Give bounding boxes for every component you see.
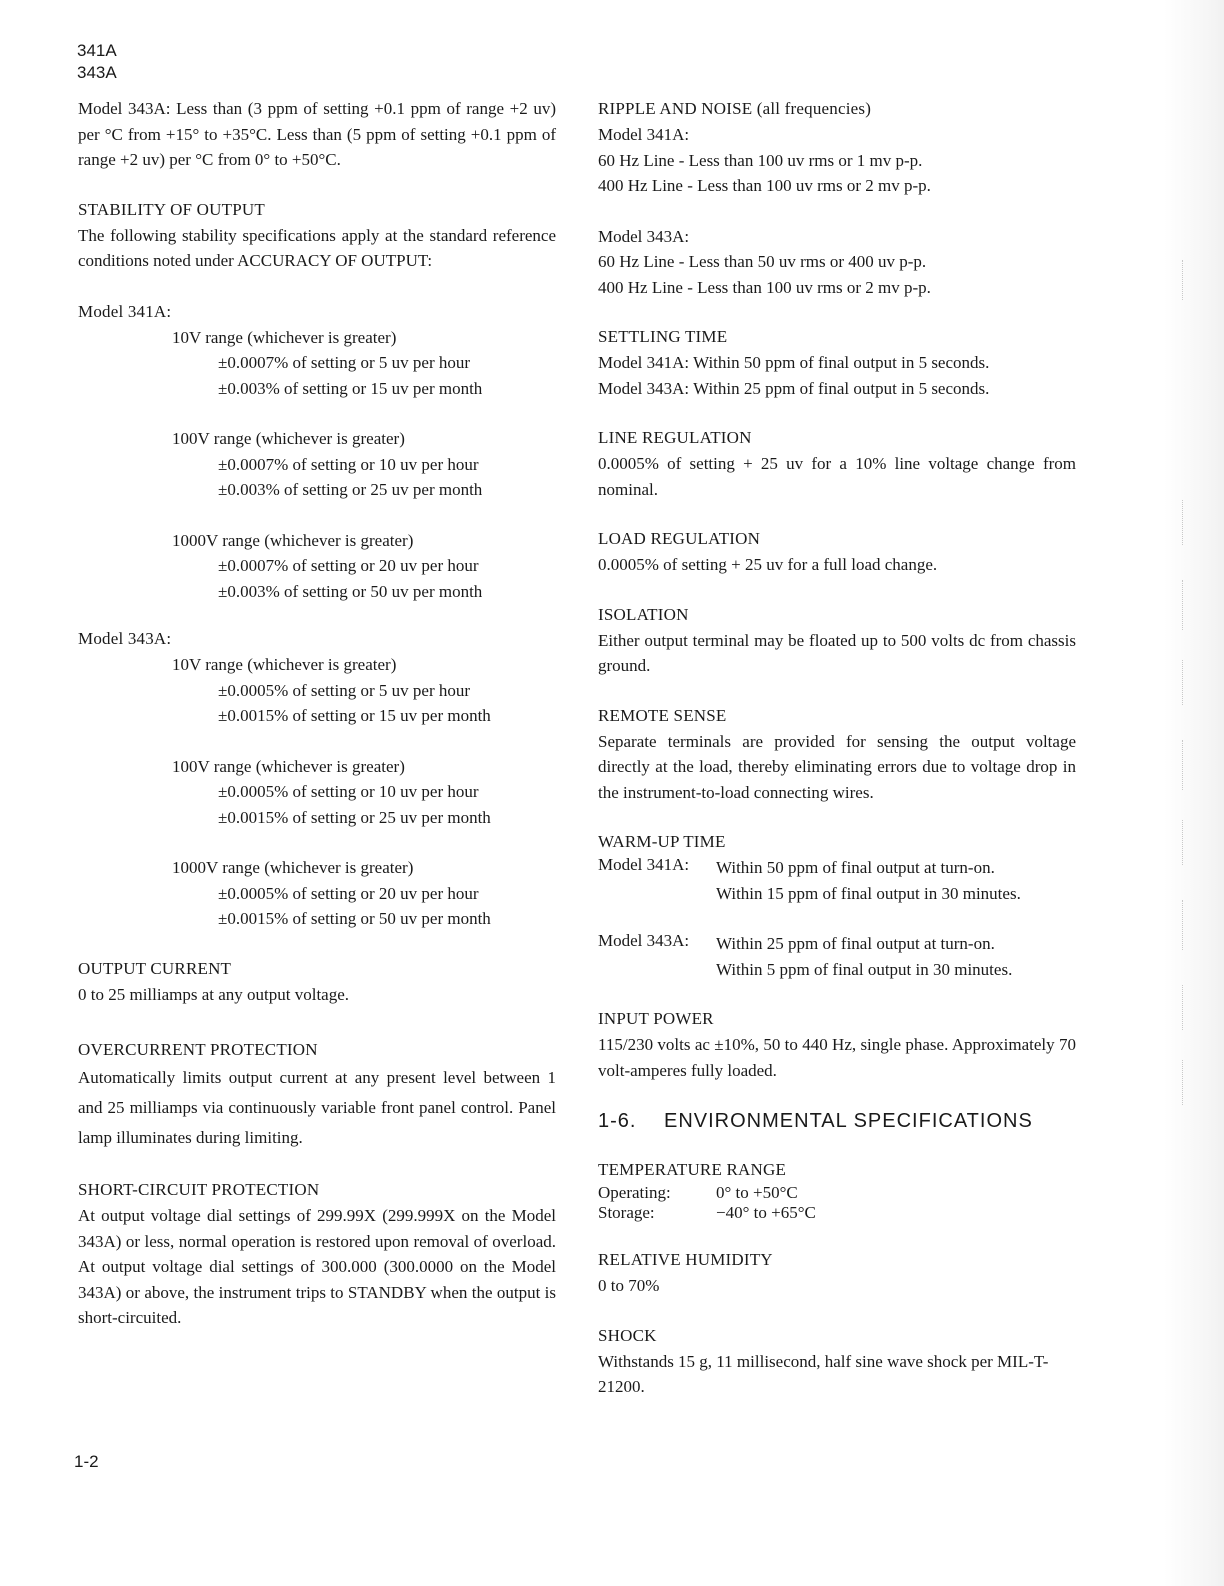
settling-heading: SETTLING TIME [598, 327, 728, 346]
ripple-heading: RIPPLE AND NOISE (all frequencies) [598, 99, 872, 118]
remote-sense-text: Separate terminals are provided for sensing the output voltage directly at the load, thereby eliminating errors due to voltage drop in the instrument-to-load connecting wires. [598, 731, 1076, 802]
ripple-343a-60hz: 60 Hz Line - Less than 50 uv rms or 400 uv p-p. [598, 252, 927, 271]
shock-section [598, 1323, 1076, 1400]
warmup-341a-30min: Within 15 ppm of final output in 30 minutes. [716, 883, 1021, 903]
storage-temperature [598, 1203, 1076, 1223]
left-column [78, 96, 556, 1355]
per-hour-spec: ±0.0005% of setting or 5 uv per hour [218, 680, 471, 700]
range-label: 10V range (whichever is greater) [172, 655, 397, 674]
stability-343a-1000v [78, 855, 556, 932]
settling-section [598, 324, 1076, 401]
isolation-section [598, 602, 1076, 679]
warmup-341a-label: Model 341A: [598, 855, 690, 874]
scan-edge-mark [1182, 260, 1186, 300]
right-column [598, 96, 1076, 1424]
input-power-section [598, 1006, 1076, 1083]
per-hour-spec: ±0.0005% of setting or 20 uv per hour [218, 883, 479, 903]
warmup-section [598, 829, 1076, 982]
remote-sense-heading: REMOTE SENSE [598, 705, 727, 725]
warmup-heading: WARM-UP TIME [598, 832, 726, 851]
remote-sense-section [598, 703, 1076, 806]
humidity-value: 0 to 70% [598, 1276, 660, 1295]
per-hour-spec: ±0.0007% of setting or 10 uv per hour [218, 454, 479, 474]
range-label: 1000V range (whichever is greater) [172, 530, 414, 550]
per-month-spec: ±0.0015% of setting or 15 uv per month [218, 706, 491, 725]
range-label: 1000V range (whichever is greater) [172, 858, 414, 877]
short-circuit-text: At output voltage dial settings of 299.99X (299.999X on the Model 343A) or less, normal operation is restored upon removal of overload. At output voltage dial settings of 300.000 (300.0000 on the Model 343A) or above, the instrument trips to STANDBY when the output is short-circuited. [78, 1206, 556, 1327]
storage-value: −40° to +65°C [716, 1203, 816, 1222]
humidity-section [598, 1247, 1076, 1299]
operating-label: Operating: [598, 1183, 671, 1202]
scan-edge-mark [1182, 740, 1186, 790]
scan-edge-mark [1182, 580, 1186, 630]
isolation-heading: ISOLATION [598, 604, 689, 624]
temp-coefficient-text: Model 343A: Less than (3 ppm of setting +0.1 ppm of range +2 uv) per °C from +15° to +35°C. Less than (5 ppm of setting +0.1 ppm of range +2 uv) per °C from 0° to +50°C. [78, 99, 556, 169]
overcurrent-heading: OVERCURRENT PROTECTION [78, 1040, 318, 1059]
range-label: 100V range (whichever is greater) [172, 756, 405, 776]
scan-edge-mark [1182, 900, 1186, 950]
model-id-343a: 343A [77, 63, 117, 82]
stability-341a-100v [78, 426, 556, 503]
operating-value: 0° to +50°C [716, 1183, 798, 1202]
stability-343a-100v [78, 754, 556, 831]
isolation-text: Either output terminal may be floated up to 500 volts dc from chassis ground. [598, 630, 1076, 675]
model-identifier [77, 40, 117, 84]
shock-heading: SHOCK [598, 1325, 657, 1345]
overcurrent-section [78, 1037, 556, 1153]
operating-temperature [598, 1183, 1076, 1203]
line-regulation-text: 0.0005% of setting + 25 uv for a 10% line voltage change from nominal. [598, 454, 1076, 499]
stability-343a-10v [78, 652, 556, 729]
scan-edge-mark [1182, 1060, 1186, 1105]
temperature-range-section [598, 1157, 1076, 1223]
line-regulation-section [598, 425, 1076, 502]
stability-343a-label: Model 343A: [78, 629, 172, 648]
load-regulation-heading: LOAD REGULATION [598, 529, 761, 548]
warmup-343a [598, 931, 1076, 982]
per-month-spec: ±0.0015% of setting or 25 uv per month [218, 807, 491, 827]
ripple-section [598, 96, 1076, 300]
output-current-text: 0 to 25 milliamps at any output voltage. [78, 984, 350, 1004]
section-number: 1-6. [598, 1110, 637, 1132]
ripple-343a-400hz: 400 Hz Line - Less than 100 uv rms or 2 mv p-p. [598, 277, 931, 297]
load-regulation-text: 0.0005% of setting + 25 uv for a full load change. [598, 555, 938, 574]
per-month-spec: ±0.003% of setting or 50 uv per month [218, 581, 483, 601]
scan-edge-mark [1182, 985, 1186, 1030]
section-title: ENVIRONMENTAL SPECIFICATIONS [664, 1110, 1033, 1132]
warmup-343a-turn-on: Within 25 ppm of final output at turn-on. [716, 934, 995, 953]
per-hour-spec: ±0.0007% of setting or 5 uv per hour [218, 353, 471, 372]
stability-section [78, 197, 556, 932]
temperature-range-heading: TEMPERATURE RANGE [598, 1160, 787, 1179]
ripple-341a-400hz: 400 Hz Line - Less than 100 uv rms or 2 mv p-p. [598, 176, 931, 195]
warmup-343a-label: Model 343A: [598, 931, 690, 950]
load-regulation-section [598, 526, 1076, 578]
range-label: 10V range (whichever is greater) [172, 327, 397, 347]
humidity-heading: RELATIVE HUMIDITY [598, 1250, 773, 1269]
settling-341a: Model 341A: Within 50 ppm of final output in 5 seconds. [598, 353, 990, 372]
model-id-341a: 341A [77, 41, 117, 60]
per-month-spec: ±0.0015% of setting or 50 uv per month [218, 909, 491, 928]
short-circuit-section [78, 1177, 556, 1331]
scan-edge-mark [1182, 500, 1186, 545]
warmup-341a [598, 855, 1076, 906]
shock-text: Withstands 15 g, 11 millisecond, half sine wave shock per MIL-T-21200. [598, 1351, 1049, 1396]
range-label: 100V range (whichever is greater) [172, 429, 405, 448]
environmental-section-title [598, 1107, 1076, 1135]
stability-341a-label: Model 341A: [78, 301, 172, 321]
per-hour-spec: ±0.0005% of setting or 10 uv per hour [218, 782, 479, 801]
output-current-section [78, 956, 556, 1008]
scan-edge-mark [1182, 660, 1186, 705]
warmup-341a-turn-on: Within 50 ppm of final output at turn-on. [716, 858, 995, 877]
settling-343a: Model 343A: Within 25 ppm of final output in 5 seconds. [598, 378, 990, 398]
stability-341a-10v [78, 325, 556, 402]
temp-coefficient-343a [78, 96, 556, 173]
page-number: 1-2 [74, 1452, 99, 1471]
line-regulation-heading: LINE REGULATION [598, 428, 752, 447]
overcurrent-text: Automatically limits output current at any present level between 1 and 25 milliamps via continuously variable front panel control. Panel lamp illuminates during limiting. [78, 1068, 556, 1147]
output-current-heading: OUTPUT CURRENT [78, 958, 232, 978]
ripple-341a-60hz: 60 Hz Line - Less than 100 uv rms or 1 mv p-p. [598, 150, 923, 170]
storage-label: Storage: [598, 1203, 655, 1222]
per-hour-spec: ±0.0007% of setting or 20 uv per hour [218, 556, 479, 575]
input-power-text: 115/230 volts ac ±10%, 50 to 440 Hz, single phase. Approximately 70 volt-amperes fully loaded. [598, 1035, 1076, 1080]
stability-heading: STABILITY OF OUTPUT [78, 199, 265, 219]
per-month-spec: ±0.003% of setting or 25 uv per month [218, 480, 483, 499]
scan-edge-mark [1182, 820, 1186, 865]
stability-341a-1000v [78, 528, 556, 605]
warmup-343a-30min: Within 5 ppm of final output in 30 minutes. [716, 959, 1013, 979]
scan-edge-shading [1164, 0, 1224, 1586]
ripple-341a-label: Model 341A: [598, 125, 690, 144]
per-month-spec: ±0.003% of setting or 15 uv per month [218, 378, 483, 398]
input-power-heading: INPUT POWER [598, 1009, 714, 1028]
ripple-343a-label: Model 343A: [598, 226, 690, 246]
stability-text: The following stability specifications apply at the standard reference conditions noted under ACCURACY OF OUTPUT: [78, 225, 556, 270]
short-circuit-heading: SHORT-CIRCUIT PROTECTION [78, 1180, 320, 1199]
